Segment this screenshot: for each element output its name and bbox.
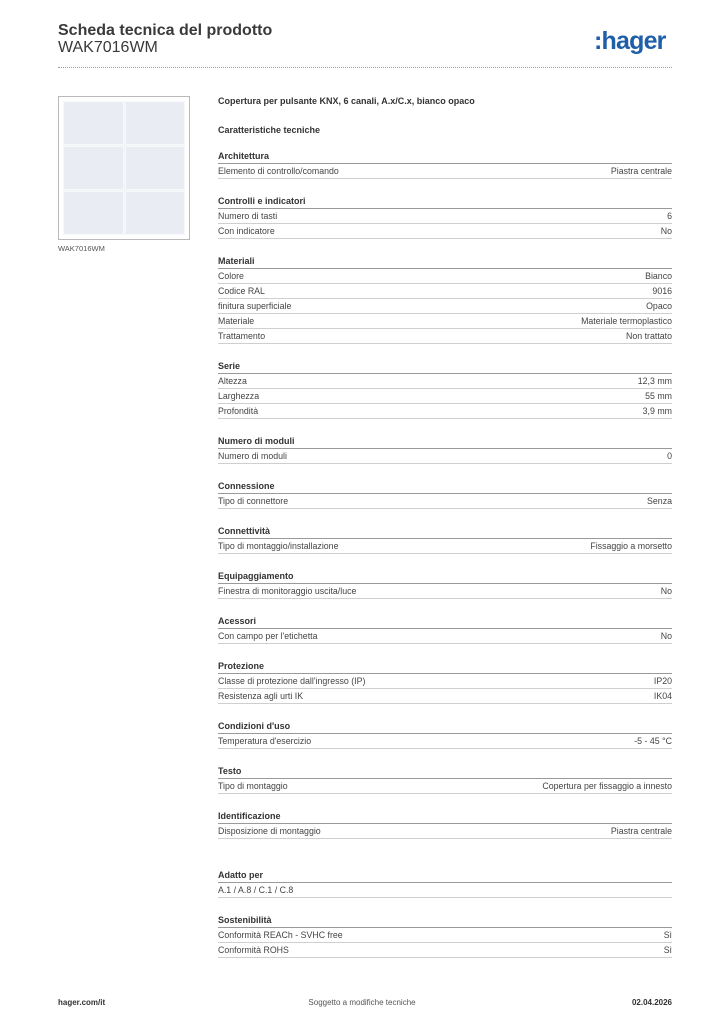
spec-value: IK04 [653, 691, 672, 701]
spec-label: Finestra di monitoraggio uscita/luce [218, 586, 357, 596]
page-title: Scheda tecnica del prodotto [58, 22, 273, 39]
spec-row [218, 883, 672, 898]
spec-group-title: Condizioni d'uso [218, 720, 672, 734]
spec-row [218, 928, 672, 943]
spec-row [218, 943, 672, 958]
spec-label: Profondità [218, 406, 259, 416]
spec-group-title: Serie [218, 360, 672, 374]
spec-group [218, 360, 672, 419]
spec-row [218, 404, 672, 419]
spec-group-title: Sostenibilità [218, 914, 672, 928]
spec-label: A.1 / A.8 / C.1 / C.8 [218, 885, 294, 895]
spec-label: Con campo per l'etichetta [218, 631, 318, 641]
spec-row [218, 389, 672, 404]
footer-website: hager.com/it [58, 998, 106, 1007]
key-tile [125, 146, 186, 190]
spec-row [218, 734, 672, 749]
spec-value: Opaco [646, 301, 672, 311]
specs-heading: Caratteristiche tecniche [218, 125, 321, 135]
spec-group-title: Identificazione [218, 810, 672, 824]
spec-row [218, 224, 672, 239]
spec-row [218, 374, 672, 389]
spec-value: No [660, 226, 672, 236]
spec-group [218, 615, 672, 644]
spec-group-title: Connessione [218, 480, 672, 494]
spec-label: Temperatura d'esercizio [218, 736, 312, 746]
spec-group [218, 195, 672, 239]
spec-value: -5 - 45 °C [634, 736, 672, 746]
spec-label: Conformità REACh - SVHC free [218, 930, 343, 940]
spec-group-title: Controlli e indicatori [218, 195, 672, 209]
spec-label: Disposizione di montaggio [218, 826, 321, 836]
spec-group-title: Architettura [218, 150, 672, 164]
spec-row [218, 164, 672, 179]
spec-group [218, 150, 672, 179]
spec-row [218, 299, 672, 314]
spec-sheet [218, 95, 672, 958]
spec-row [218, 269, 672, 284]
spec-row [218, 539, 672, 554]
spec-value: 55 mm [645, 391, 672, 401]
spec-value: No [660, 586, 672, 596]
spec-label: Tipo di montaggio/installazione [218, 541, 339, 551]
spec-group-title: Adatto per [218, 869, 672, 883]
spec-row [218, 209, 672, 224]
spec-label: Tipo di connettore [218, 496, 289, 506]
spec-row [218, 494, 672, 509]
spec-value: Piastra centrale [610, 166, 672, 176]
spec-group-title: Equipaggiamento [218, 570, 672, 584]
key-tile [63, 191, 124, 235]
spec-group-title: Testo [218, 765, 672, 779]
spec-value: Sì [663, 930, 672, 940]
spec-group [218, 869, 672, 898]
key-tile [125, 101, 186, 145]
spec-label: Materiale [218, 316, 255, 326]
spec-value: 0 [667, 451, 672, 461]
spec-value: Senza [647, 496, 672, 506]
spec-label: Altezza [218, 376, 247, 386]
spec-label: Tipo di montaggio [218, 781, 288, 791]
spec-value: IP20 [653, 676, 672, 686]
key-tile [63, 146, 124, 190]
spec-label: Numero di moduli [218, 451, 287, 461]
spec-value: Copertura per fissaggio a innesto [542, 781, 672, 791]
spec-group [218, 570, 672, 599]
spec-group [218, 720, 672, 749]
spec-value: Piastra centrale [610, 826, 672, 836]
spec-label: Resistenza agli urti IK [218, 691, 304, 701]
spec-group [218, 255, 672, 344]
spec-value: Sì [663, 945, 672, 955]
spec-value: 6 [667, 211, 672, 221]
spec-group [218, 525, 672, 554]
spec-value: Bianco [645, 271, 672, 281]
spec-group [218, 914, 672, 958]
spec-label: Conformità ROHS [218, 945, 289, 955]
spec-value: Non trattato [626, 331, 672, 341]
product-description: Copertura per pulsante KNX, 6 canali, A.x/C.x, bianco opaco [218, 96, 475, 106]
spec-value: Materiale termoplastico [581, 316, 672, 326]
spec-group [218, 435, 672, 464]
spec-row [218, 329, 672, 344]
spec-label: finitura superficiale [218, 301, 292, 311]
spec-label: Colore [218, 271, 244, 281]
product-code: WAK7016WM [58, 39, 158, 56]
spec-label: Con indicatore [218, 226, 275, 236]
spec-row [218, 314, 672, 329]
spec-groups [218, 150, 672, 958]
spec-label: Classe di protezione dall'ingresso (IP) [218, 676, 366, 686]
spec-value: 12,3 mm [637, 376, 672, 386]
hager-logo: :hager [594, 27, 666, 55]
spec-row [218, 824, 672, 839]
footer-date: 02.04.2026 [631, 998, 672, 1007]
product-image [58, 96, 190, 240]
header-divider [58, 67, 672, 68]
spec-group [218, 660, 672, 704]
spec-value: Fissaggio a morsetto [590, 541, 672, 551]
spec-label: Larghezza [218, 391, 260, 401]
image-caption: WAK7016WM [58, 244, 105, 253]
spec-label: Elemento di controllo/comando [218, 166, 339, 176]
spec-group [218, 810, 672, 839]
spec-group-title: Acessori [218, 615, 672, 629]
spec-row [218, 584, 672, 599]
spec-group [218, 480, 672, 509]
spec-value: 3,9 mm [642, 406, 672, 416]
spec-label: Codice RAL [218, 286, 265, 296]
spec-row [218, 284, 672, 299]
spec-value: No [660, 631, 672, 641]
spec-label: Numero di tasti [218, 211, 278, 221]
footer-notice: Soggetto a modifiche tecniche [308, 998, 416, 1007]
spec-label: Trattamento [218, 331, 266, 341]
spec-row [218, 779, 672, 794]
spec-row [218, 689, 672, 704]
spec-row [218, 674, 672, 689]
spec-group-title: Protezione [218, 660, 672, 674]
key-tile [125, 191, 186, 235]
spec-value: 9016 [652, 286, 672, 296]
key-tile [63, 101, 124, 145]
spec-row [218, 629, 672, 644]
spec-group-title: Numero di moduli [218, 435, 672, 449]
spec-group-title: Materiali [218, 255, 672, 269]
spec-group [218, 765, 672, 794]
spec-group-title: Connettività [218, 525, 672, 539]
spec-row [218, 449, 672, 464]
keypad-plate-image [63, 101, 185, 235]
